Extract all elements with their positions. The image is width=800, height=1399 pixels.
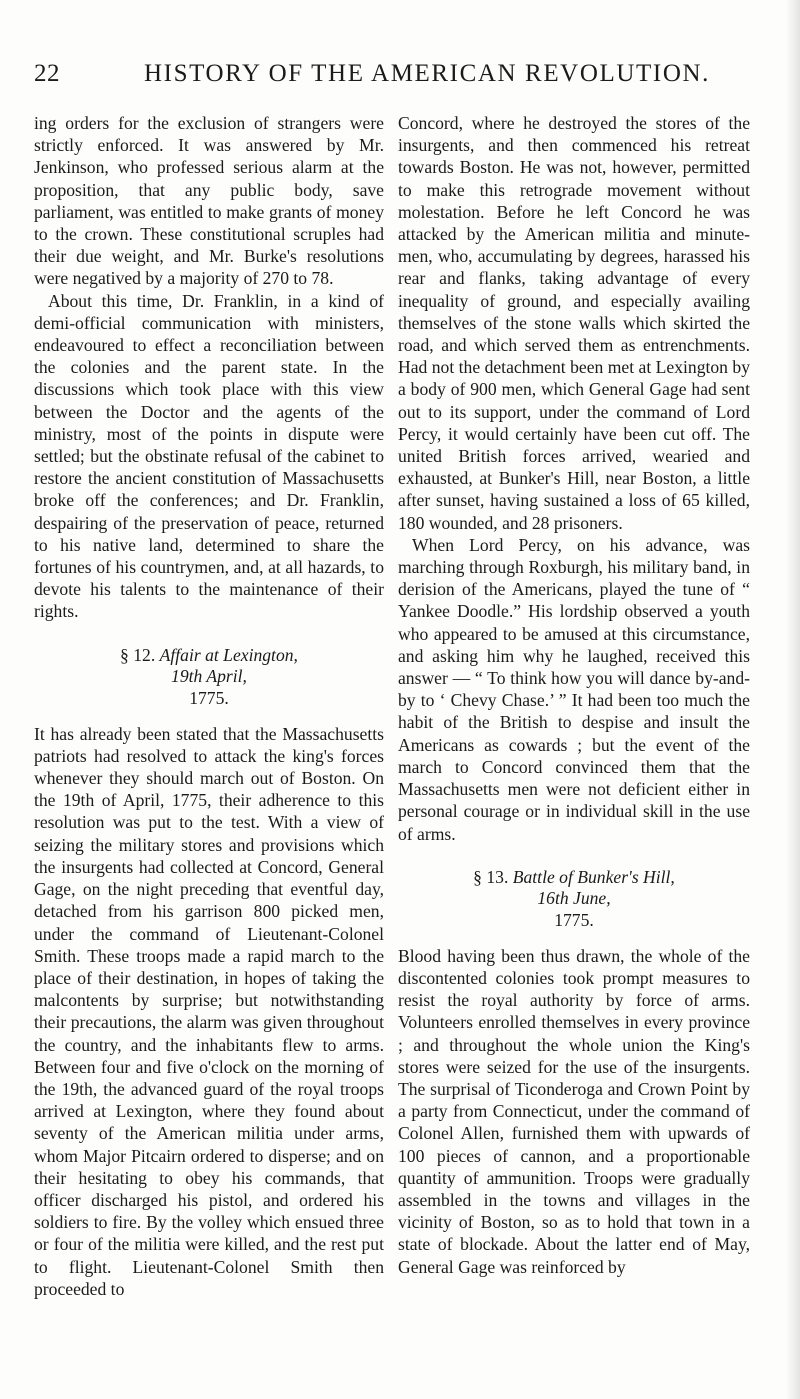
- right-paragraph-3: Blood having been thus drawn, the whole of the discontented colonies took prompt measures to resist the royal authority by force of arms. Volunteers enrolled themselves in every province ; and throughout the whole union the King's stores were seized for the use of the insurgents. The surprisal of Ticonderoga and Crown Point by a party from Connecticut, under the command of Colonel Allen, furnished them with upwards of 100 pieces of cannon, and a proportionable quantity of ammunition. Troops were gradually assembled in the towns and villages in the vicinity of Boston, so as to hold that town in a state of blockade. About the latter end of May, General Gage was reinforced by: [398, 945, 750, 1277]
- section-title: Battle of Bunker's Hill,: [512, 866, 675, 887]
- section-heading-13: [398, 867, 750, 931]
- running-title: HISTORY OF THE AMERICAN REVOLUTION.: [144, 60, 710, 87]
- left-paragraph-1: ing orders for the exclusion of strangers were strictly enforced. It was answered by Mr. Jenkinson, who professed serious alarm at the proposition, that any public body, save parliament, was entitled to make grants of money to the crown. These constitutional scruples had their due weight, and Mr. Burke's resolutions were negatived by a majority of 270 to 78.: [34, 113, 384, 289]
- section-year: 1775.: [554, 909, 594, 930]
- left-paragraph-2: About this time, Dr. Franklin, in a kind of demi-official communication with ministers, endeavoured to effect a reconciliation between the colonies and the parent state. In the discussions which took place with this view between the Doctor and the agents of the ministry, most of the points in dispute were settled; but the obstinate refusal of the cabinet to restore the ancient constitution of Massachusetts broke off the conferences; and Dr. Franklin, despairing of the preservation of peace, returned to his native land, determined to share the fortunes of his countrymen, and, at all hazards, to devote his talents to the maintenance of their rights.: [34, 290, 384, 622]
- section-title: Affair at Lexington,: [159, 644, 298, 665]
- left-column: [34, 112, 384, 1300]
- section-heading-12: [34, 645, 384, 709]
- right-column: [398, 112, 750, 1278]
- page-number: 22: [34, 60, 60, 87]
- section-number: § 13.: [473, 866, 509, 887]
- right-paragraph-1: Concord, where he destroyed the stores of the insurgents, and then commenced his retreat towards Boston. He was not, however, permitted to make this retrograde movement without molestation. Before he left Concord he was attacked by the American militia and minute-men, who, accumulating by degrees, harassed his rear and flanks, taking advantage of every inequality of ground, and especially availing themselves of the stone walls which skirted the road, and which served them as entrenchments. Had not the detachment been met at Lexington by a body of 900 men, which General Gage had sent out to its support, under the command of Lord Percy, it would certainly have been cut off. The united British forces arrived, wearied and exhausted, at Bunker's Hill, near Boston, a little after sunset, having sustained a loss of 65 killed, 180 wounded, and 28 prisoners.: [398, 113, 750, 533]
- section-year: 1775.: [189, 687, 229, 708]
- left-paragraph-3: It has already been stated that the Massachusetts patriots had resolved to attack the king's forces whenever they should march out of Boston. On the 19th of April, 1775, their adherence to this resolution was put to the test. With a view of seizing the military stores and provisions which the insurgents had collected at Concord, General Gage, on the night preceding that eventful day, detached from his garrison 800 picked men, under the command of Lieutenant-Colonel Smith. These troops made a rapid march to the place of their destination, in hopes of taking the malcontents by surprise; but notwithstanding their precautions, the alarm was given throughout the country, and the inhabitants flew to arms. Between four and five o'clock on the morning of the 19th, the advanced guard of the royal troops arrived at Lexington, where they found about seventy of the American militia under arms, whom Major Pitcairn ordered to disperse; and on their hesitating to obey his commands, that officer discharged his pistol, and ordered his soldiers to fire. By the volley which ensued three or four of the militia were killed, and the rest put to flight. Lieutenant-Colonel Smith then proceeded to: [34, 723, 384, 1299]
- section-date: 16th June,: [537, 887, 611, 908]
- section-number: § 12.: [120, 644, 156, 665]
- right-paragraph-2: When Lord Percy, on his advance, was marching through Roxburgh, his military band, in derision of the Americans, played the tune of “ Yankee Doodle.” His lordship observed a youth who appeared to be amused at this circumstance, and asking him why he laughed, received this answer — “ To think how you will dance by-and-by to ‘ Chevy Chase.’ ” It had been too much the habit of the British to despise and insult the Americans as cowards ; but the event of the march to Concord convinced them that the Massachusetts men were not deficient either in personal courage or in individual skill in the use of arms.: [398, 534, 750, 844]
- page-gutter-shadow: [786, 0, 800, 1399]
- section-date: 19th April,: [171, 665, 247, 686]
- page-header: [34, 60, 754, 94]
